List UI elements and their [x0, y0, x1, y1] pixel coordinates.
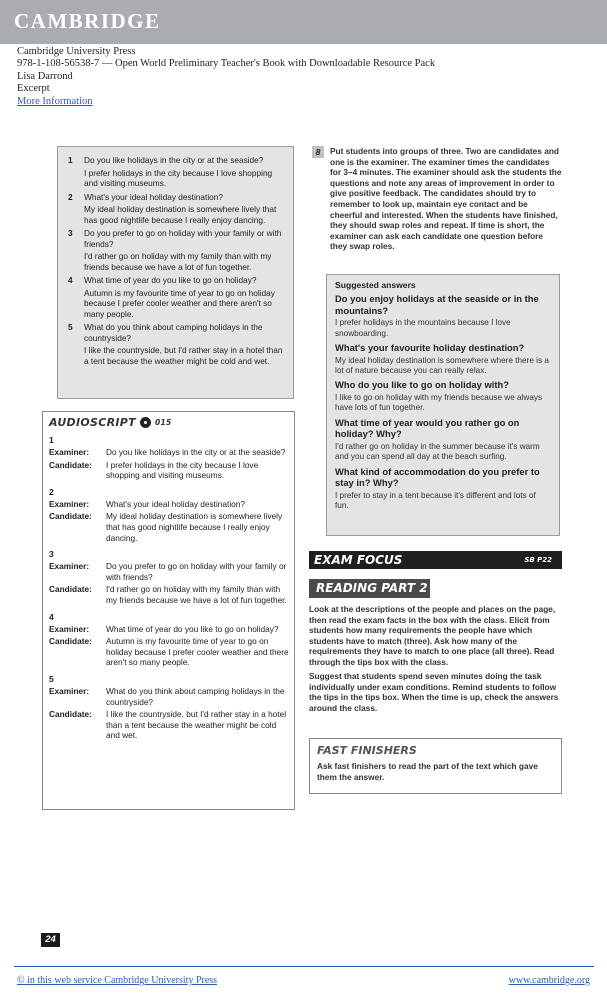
student-book-reference: SB P22 — [524, 556, 552, 564]
suggested-question: What kind of accommodation do you prefer to stay in? Why? — [335, 465, 540, 489]
dialogue-line — [49, 561, 290, 582]
fast-finishers-title: FAST FINISHERS — [317, 744, 417, 757]
qa-number: 1 — [68, 155, 73, 165]
excerpt-label: Excerpt — [17, 83, 50, 95]
suggested-question: What's your favourite holiday destination? — [335, 342, 525, 353]
qa-item — [66, 275, 285, 321]
qa-number: 4 — [68, 275, 73, 285]
speaker-label: Candidate: — [49, 459, 92, 470]
section-number: 5 — [49, 673, 54, 684]
qa-number: 5 — [68, 322, 73, 332]
page-number: 24 — [41, 933, 60, 947]
speaker-label: Examiner: — [49, 447, 90, 457]
qa-item — [66, 228, 285, 274]
audioscript-title: AUDIOSCRIPT — [49, 416, 136, 429]
qa-answer: I like the countryside, but I'd rather stay in a hotel than a tent because the weather might be cold and wet. — [84, 345, 283, 366]
speaker-label: Candidate: — [49, 584, 92, 595]
section-number: 3 — [49, 549, 54, 560]
qa-item — [66, 192, 285, 228]
speaker-text: I prefer holidays in the city because I love shopping and visiting museums. — [106, 459, 259, 481]
qa-item — [66, 155, 285, 191]
speaker-text: Do you prefer to go on holiday with your family or with friends? — [106, 561, 287, 582]
author: Lisa Darrond — [17, 70, 73, 82]
audio-disc-icon — [140, 417, 151, 428]
cambridge-logo: CAMBRIDGE — [14, 9, 161, 33]
isbn-title: 978-1-108-56538-7 — Open World Preliminary Teacher's Book with Downloadable Resource Pack — [17, 58, 436, 70]
suggested-answer: I prefer to stay in a tent because it's different and lots of fun. — [335, 491, 536, 511]
speaker-text: I like the countryside, but I'd rather stay in a hotel than a tent because the weather might be cold and wet. — [106, 709, 287, 741]
qa-answer: Autumn is my favourite time of year to go on holiday because I prefer cooler weather and there aren't so many people. — [84, 287, 275, 319]
speaker-label: Examiner: — [49, 498, 90, 509]
track-number: 015 — [154, 418, 172, 427]
instruction-paragraph: Look at the descriptions of the people and places on the page, then read the exam facts in the box with the class. Elicit from students how many requirements the people have which students have to match (three). Ask how many of the requirements they have to match to one place (all three). Read through the tips box with the class. — [309, 604, 556, 667]
fast-finishers-box — [309, 738, 562, 794]
section-number: 2 — [49, 486, 54, 497]
speaker-label: Examiner: — [49, 561, 90, 572]
speaker-text: I'd rather go on holiday with my family than with my friends because we have a lot of fun together. — [106, 584, 287, 605]
step-number-badge: 8 — [312, 146, 324, 158]
footer-divider — [14, 966, 594, 967]
suggested-answer: I like to go on holiday with my friends because we always have lots of fun together. — [335, 393, 543, 413]
dialogue-line — [49, 636, 290, 668]
suggested-answer: My ideal holiday destination is somewhere where there is a lot of nature because you can really relax. — [335, 355, 549, 375]
qa-question: What time of year do you like to go on holiday? — [84, 275, 257, 285]
audioscript-box — [42, 411, 295, 810]
qa-number: 3 — [68, 228, 73, 238]
qa-question: Do you prefer to go on holiday with your family or with friends? — [84, 228, 282, 249]
brand-bar — [0, 0, 607, 44]
dialogue-line — [49, 624, 290, 635]
speaker-text: What's your ideal holiday destination? — [106, 498, 246, 509]
speaker-text: My ideal holiday destination is somewhere lively that has good nightlife because I really enjoy dancing. — [106, 511, 283, 543]
dialogue-line — [49, 709, 290, 741]
qa-item — [66, 322, 285, 368]
speaker-text: What do you think about camping holidays in the countryside? — [106, 685, 285, 707]
speaker-text: What time of year do you like to go on holiday? — [106, 623, 279, 634]
exam-focus-banner — [309, 551, 562, 569]
fast-finishers-text: Ask fast finishers to read the part of the text which gave them the answer. — [317, 761, 538, 782]
step-8-text: Put students into groups of three. Two are candidates and one is the examiner. The examiner times the candidates for 3–4 minutes. The examiner should ask the students the questions and note any areas of improvement in order to give positive feedback. The candidates should try to remember to look up, maintain eye contact and be cheerful and interested. When the students have finished, they should swap roles and repeat. If time is short, the examiner can ask each candidate one question before they swap roles. — [330, 146, 562, 252]
suggested-answer: I'd rather go on holiday in the summer because it's warm and you can spend all day at the beach surfing. — [335, 442, 540, 462]
qa-question: Do you like holidays in the city or at the seaside? — [84, 155, 264, 165]
suggested-question: What time of year would you rather go on holiday? Why? — [335, 416, 520, 440]
website-link[interactable]: www.cambridge.org — [508, 975, 590, 986]
speaker-label: Examiner: — [49, 685, 90, 696]
qa-question: What do you think about camping holidays in the countryside? — [84, 322, 263, 343]
speaker-label: Candidate: — [49, 511, 92, 522]
section-number: 1 — [49, 435, 54, 445]
instruction-paragraph: Suggest that students spend seven minutes doing the task individually under exam conditions. Remind students to follow the tips in the tips box. When the time is up, check the answers around the class. — [309, 671, 559, 713]
speaker-label: Examiner: — [49, 623, 90, 634]
publisher: Cambridge University Press — [17, 46, 136, 57]
qa-answer: My ideal holiday destination is somewhere lively that has good nightlife because I really enjoy dancing. — [84, 204, 277, 225]
suggested-question: Who do you like to go on holiday with? — [335, 379, 509, 391]
exam-focus-title: EXAM FOCUS — [314, 553, 403, 567]
reading-part-tag: READING PART 2 — [309, 579, 430, 598]
suggested-answer: I prefer holidays in the mountains because I love snowboarding. — [335, 318, 511, 338]
more-information-link[interactable]: More Information — [17, 95, 93, 107]
qa-question: What's your ideal holiday destination? — [84, 191, 224, 202]
section-number: 4 — [49, 611, 54, 622]
speaker-label: Candidate: — [49, 709, 92, 720]
speaker-label: Candidate: — [49, 636, 92, 647]
qa-number: 2 — [68, 191, 73, 202]
qa-answer: I prefer holidays in the city because I love shopping and visiting museums. — [84, 167, 273, 188]
step-8 — [312, 146, 562, 252]
speaker-text: Do you like holidays in the city or at the seaside? — [106, 447, 286, 457]
audioscript-heading — [49, 416, 290, 429]
speaker-text: Autumn is my favourite time of year to go on holiday because I prefer cooler weather and there aren't so many people. — [106, 636, 289, 668]
dialogue-line — [49, 499, 290, 510]
suggested-answers-box — [326, 274, 560, 536]
suggested-answers-title: Suggested answers — [335, 280, 416, 290]
dialogue-line — [49, 584, 290, 605]
book-metadata — [17, 46, 435, 108]
copyright-link[interactable]: © in this web service Cambridge University Press — [17, 975, 218, 986]
model-answers-box — [57, 146, 294, 399]
suggested-question: Do you enjoy holidays at the seaside or in the mountains? — [335, 293, 539, 316]
qa-answer: I'd rather go on holiday with my family than with my friends because we have a lot of fun together. — [84, 251, 272, 272]
dialogue-line — [49, 460, 290, 481]
dialogue-line — [49, 447, 290, 458]
dialogue-line — [49, 686, 290, 707]
dialogue-line — [49, 511, 290, 543]
